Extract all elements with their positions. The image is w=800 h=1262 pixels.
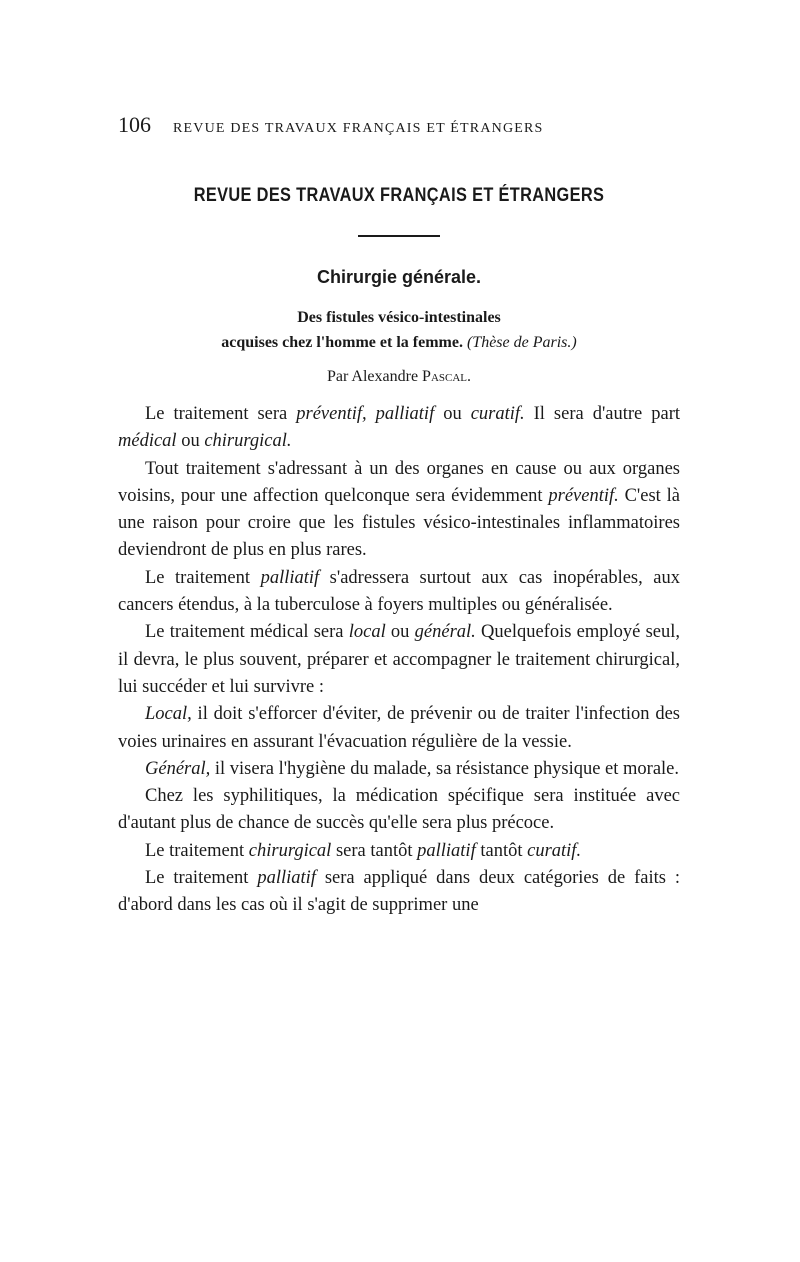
text-run: Tout traitement s'adressant à un des organes en cause ou aux organes voisins, pour une affection quelconque sera évidemment <box>118 458 680 506</box>
italic-run: curatif. <box>470 404 525 424</box>
italic-run: local <box>348 622 386 643</box>
paragraph-6 <box>118 756 680 783</box>
text-run: Le traitement sera <box>145 404 297 424</box>
paragraph-2 <box>118 456 680 565</box>
page-number: 106 <box>118 112 151 137</box>
text-run: tantôt <box>475 840 528 861</box>
italic-run: curatif. <box>527 840 582 861</box>
paragraph-1 <box>118 401 680 456</box>
author-name: Pascal. <box>422 368 472 385</box>
article-title <box>118 305 680 355</box>
paragraph-7 <box>118 783 680 838</box>
text-run: Quelquefois employé seul, il devra, le plus souvent, préparer et accompagner le traitement chirurgical, lui succéder et lui survivre : <box>118 622 680 697</box>
text-run: sera tantôt <box>331 840 418 861</box>
italic-run: palliatif <box>260 567 320 588</box>
article-title-line-1: Des fistules vésico-intestinales <box>297 309 501 326</box>
paragraph-5 <box>118 701 680 756</box>
italic-run: médical <box>118 431 177 452</box>
italic-run: Général, <box>145 758 211 779</box>
text-run: ou <box>176 431 205 452</box>
italic-run: palliatif <box>257 868 316 889</box>
document-page <box>118 112 680 920</box>
heading-rule <box>358 235 440 237</box>
italic-run: préventif. <box>548 485 619 506</box>
running-title: REVUE DES TRAVAUX FRANÇAIS ET ÉTRANGERS <box>173 121 544 136</box>
running-head <box>118 112 680 142</box>
text-run: Le traitement <box>145 868 258 889</box>
text-run: C'est là une raison pour croire que les fistules vésico-intestinales inflammatoires deviendront de plus en plus rares. <box>118 485 680 561</box>
text-run: Le traitement <box>145 567 261 588</box>
text-run: Chez les syphilitiques, la médication spécifique sera instituée avec d'autant plus de chance de succès qu'elle sera plus précoce. <box>118 786 680 834</box>
text-run: il visera l'hygiène du malade, sa résistance physique et morale. <box>210 758 680 779</box>
paragraph-3 <box>118 565 680 620</box>
italic-run: chirurgical <box>248 840 332 861</box>
italic-run: général. <box>414 622 476 643</box>
italic-run: palliatif <box>417 840 476 861</box>
text-run: il doit s'efforcer d'éviter, de prévenir ou de traiter l'infection des voies urinaires en assurant l'évacuation régulière de la vessie. <box>118 704 680 752</box>
italic-run: chirurgical. <box>204 431 292 452</box>
text-run: Le traitement <box>145 840 249 861</box>
article-source: (Thèse de Paris.) <box>466 334 577 351</box>
article-title-line-2 <box>118 330 680 355</box>
byline-prefix: Par Alexandre <box>326 368 423 385</box>
text-run: ou <box>434 404 471 424</box>
text-run: Le traitement médical sera <box>145 622 349 643</box>
paragraph-9 <box>118 865 680 920</box>
italic-run: préventif, <box>296 404 367 424</box>
text-run: s'adressera surtout aux cas inopérables, aux cancers étendus, à la tuberculose à foyers multiples ou généralisée. <box>118 567 680 616</box>
text-run: sera appliqué dans deux catégories de faits : d'abord dans les cas où il s'agit de supprimer une <box>118 868 680 916</box>
byline <box>118 368 680 386</box>
italic-run: palliatif <box>375 404 435 424</box>
paragraph-4 <box>118 619 680 701</box>
text-run <box>367 404 376 424</box>
journal-heading: REVUE DES TRAVAUX FRANÇAIS ET ÉTRANGERS <box>193 185 605 206</box>
text-run: Il sera d'autre part <box>524 404 680 424</box>
section-title: Chirurgie générale. <box>316 267 482 287</box>
article-title-line-2-text: acquises chez l'homme et la femme. <box>221 334 463 351</box>
body-text <box>118 401 680 920</box>
text-run: ou <box>385 622 415 643</box>
paragraph-8 <box>118 838 680 865</box>
italic-run: Local, <box>145 704 192 725</box>
